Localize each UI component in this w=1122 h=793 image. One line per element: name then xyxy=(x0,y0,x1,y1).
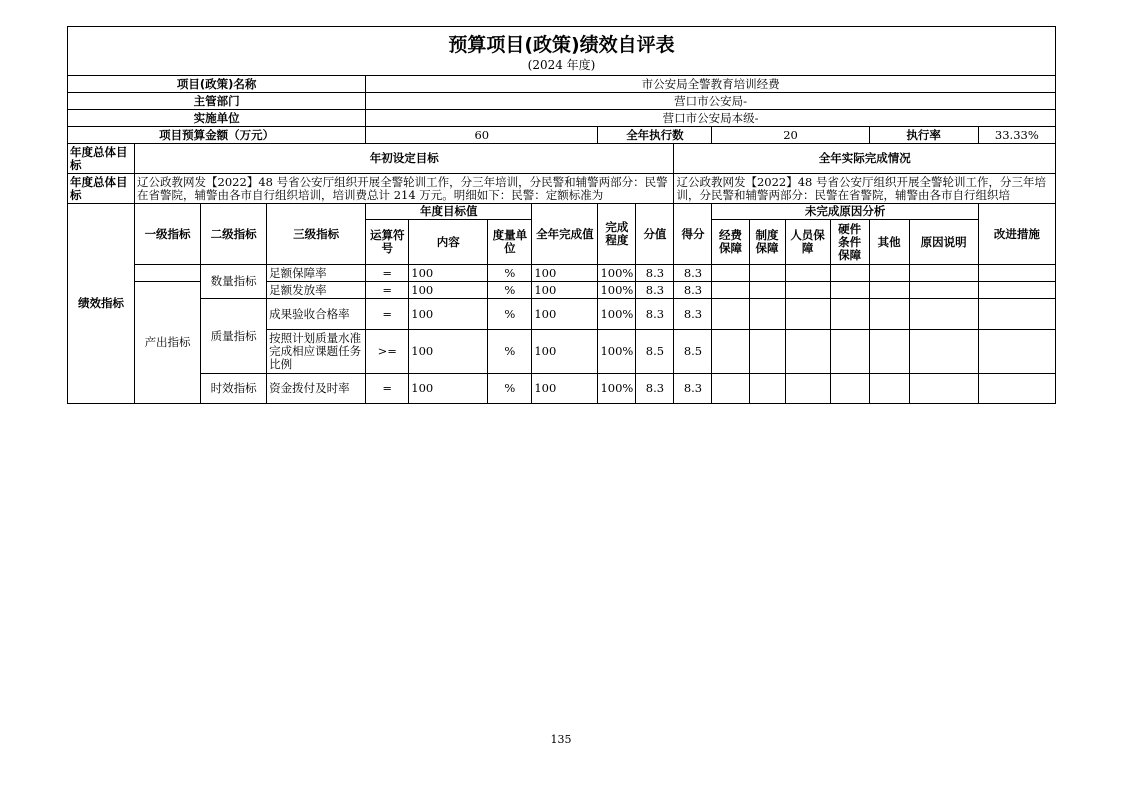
metric-actual: 100 xyxy=(532,265,598,282)
metric-content: 100 xyxy=(409,330,488,374)
project-name: 市公安局全警教育培训经费 xyxy=(366,76,1056,93)
metric-completion: 100% xyxy=(598,282,636,299)
metric-name: 足额发放率 xyxy=(267,282,366,299)
header-score-value: 分值 xyxy=(636,204,674,265)
exec-amount: 20 xyxy=(712,127,869,144)
metric-content: 100 xyxy=(409,265,488,282)
header-improve: 改进措施 xyxy=(978,204,1055,265)
metric-unit: % xyxy=(488,265,532,282)
goal-row-label-2 xyxy=(68,174,135,204)
exec-label: 全年执行数 xyxy=(598,127,712,144)
metric-score: 8.3 xyxy=(674,299,712,330)
blank-cell xyxy=(909,265,978,282)
header-reason-fund: 经费保障 xyxy=(712,220,749,265)
metric-name: 资金拨付及时率 xyxy=(267,374,366,404)
performance-evaluation-table xyxy=(67,26,1056,404)
header-operator: 运算符号 xyxy=(366,220,409,265)
metric-completion: 100% xyxy=(598,265,636,282)
metric-completion: 100% xyxy=(598,299,636,330)
blank-cell xyxy=(869,330,909,374)
page-number: 135 xyxy=(550,733,572,746)
blank-cell xyxy=(909,282,978,299)
metric-unit: % xyxy=(488,282,532,299)
category-quantity: 数量指标 xyxy=(201,265,267,299)
header-level1: 一级指标 xyxy=(135,204,201,265)
rate-label: 执行率 xyxy=(869,127,978,144)
header-completion: 完成程度 xyxy=(598,204,636,265)
metric-content: 100 xyxy=(409,374,488,404)
header-level3: 三级指标 xyxy=(267,204,366,265)
header-reason-system: 制度保障 xyxy=(749,220,785,265)
blank-cell xyxy=(830,374,869,404)
blank-cell xyxy=(830,265,869,282)
blank-cell xyxy=(909,374,978,404)
metric-score: 8.3 xyxy=(674,265,712,282)
blank-cell xyxy=(749,330,785,374)
page-subtitle: (2024 年度) xyxy=(527,57,596,72)
header-reason-other: 其他 xyxy=(869,220,909,265)
header-level2: 二级指标 xyxy=(201,204,267,265)
blank-cell xyxy=(712,282,749,299)
goal-row-label-text-2: 年度总体目标 xyxy=(70,175,128,202)
blank-cell xyxy=(909,299,978,330)
header-unit: 度量单位 xyxy=(488,220,532,265)
blank-cell xyxy=(785,265,830,282)
blank-cell xyxy=(785,374,830,404)
unit: 营口市公安局本级- xyxy=(366,110,1056,127)
blank-cell xyxy=(749,299,785,330)
metric-operator: = xyxy=(366,282,409,299)
blank-cell xyxy=(869,265,909,282)
header-reason-hardware: 硬件条件保障 xyxy=(830,220,869,265)
actual-goal-text: 辽公政教网发【2022】48 号省公安厅组织开展全警轮训工作，分三年培训，分民警和辅警两部分：民警在省警院，辅警由各市自行组织培 xyxy=(676,175,1047,202)
metric-value: 8.3 xyxy=(636,299,674,330)
metric-completion: 100% xyxy=(598,330,636,374)
level1-output: 产出指标 xyxy=(135,282,201,404)
metric-unit: % xyxy=(488,374,532,404)
metric-content: 100 xyxy=(409,282,488,299)
actual-goal-text-cell xyxy=(674,174,1056,204)
blank-cell xyxy=(978,282,1055,299)
initial-goal-text: 辽公政教网发【2022】48 号省公安厅组织开展全警轮训工作，分三年培训，分民警和辅警两部分：民警在省警院，辅警由各市自行组织培训，培训费总计 214 万元。明细如下：民警：定额标准为 xyxy=(137,175,668,202)
blank-cell xyxy=(830,330,869,374)
metrics-section-label: 绩效指标 xyxy=(68,204,135,404)
header-reasons-group: 未完成原因分析 xyxy=(712,204,978,220)
blank-cell xyxy=(749,374,785,404)
metric-score: 8.3 xyxy=(674,374,712,404)
department: 营口市公安局- xyxy=(366,93,1056,110)
level1-spacer xyxy=(135,265,201,282)
goal-row-label-1 xyxy=(68,144,135,174)
metric-value: 8.5 xyxy=(636,330,674,374)
metric-actual: 100 xyxy=(532,330,598,374)
blank-cell xyxy=(909,330,978,374)
budget-value: 60 xyxy=(366,127,598,144)
blank-cell xyxy=(869,282,909,299)
category-timeliness: 时效指标 xyxy=(201,374,267,404)
blank-cell xyxy=(978,330,1055,374)
blank-cell xyxy=(978,374,1055,404)
metric-name: 按照计划质量水准完成相应课题任务比例 xyxy=(269,332,362,371)
metric-operator: = xyxy=(366,299,409,330)
metric-unit: % xyxy=(488,330,532,374)
header-score: 得分 xyxy=(674,204,712,265)
goal-row-label-text-1: 年度总体目标 xyxy=(70,145,128,172)
category-quality: 质量指标 xyxy=(201,299,267,374)
metric-operator: >= xyxy=(366,330,409,374)
metric-content: 100 xyxy=(409,299,488,330)
header-content: 内容 xyxy=(409,220,488,265)
blank-cell xyxy=(749,282,785,299)
metric-actual: 100 xyxy=(532,282,598,299)
header-reason-staff: 人员保障 xyxy=(785,220,830,265)
metric-value: 8.3 xyxy=(636,282,674,299)
metric-name-cell xyxy=(267,330,366,374)
department-label: 主管部门 xyxy=(68,93,366,110)
initial-goal-text-cell xyxy=(135,174,674,204)
metric-score: 8.3 xyxy=(674,282,712,299)
budget-label: 项目预算金额（万元） xyxy=(68,127,366,144)
blank-cell xyxy=(830,282,869,299)
actual-goal-header: 全年实际完成情况 xyxy=(674,144,1056,174)
metric-actual: 100 xyxy=(532,374,598,404)
blank-cell xyxy=(785,299,830,330)
metric-unit: % xyxy=(488,299,532,330)
blank-cell xyxy=(830,299,869,330)
metric-completion: 100% xyxy=(598,374,636,404)
metric-name: 足额保障率 xyxy=(267,265,366,282)
blank-cell xyxy=(978,299,1055,330)
initial-goal-header: 年初设定目标 xyxy=(135,144,674,174)
header-actual: 全年完成值 xyxy=(532,204,598,265)
blank-cell xyxy=(712,374,749,404)
metric-operator: = xyxy=(366,265,409,282)
header-target-group: 年度目标值 xyxy=(366,204,532,220)
blank-cell xyxy=(712,299,749,330)
metric-name: 成果验收合格率 xyxy=(267,299,366,330)
page-title: 预算项目(政策)绩效自评表 xyxy=(448,33,675,56)
title-cell xyxy=(68,27,1056,76)
metric-value: 8.3 xyxy=(636,265,674,282)
metric-score: 8.5 xyxy=(674,330,712,374)
metric-value: 8.3 xyxy=(636,374,674,404)
rate-value: 33.33% xyxy=(978,127,1055,144)
metric-actual: 100 xyxy=(532,299,598,330)
metric-operator: = xyxy=(366,374,409,404)
blank-cell xyxy=(869,374,909,404)
blank-cell xyxy=(785,330,830,374)
blank-cell xyxy=(712,330,749,374)
header-reason-explain: 原因说明 xyxy=(909,220,978,265)
blank-cell xyxy=(978,265,1055,282)
blank-cell xyxy=(869,299,909,330)
blank-cell xyxy=(749,265,785,282)
blank-cell xyxy=(785,282,830,299)
unit-label: 实施单位 xyxy=(68,110,366,127)
blank-cell xyxy=(712,265,749,282)
project-name-label: 项目(政策)名称 xyxy=(68,76,366,93)
